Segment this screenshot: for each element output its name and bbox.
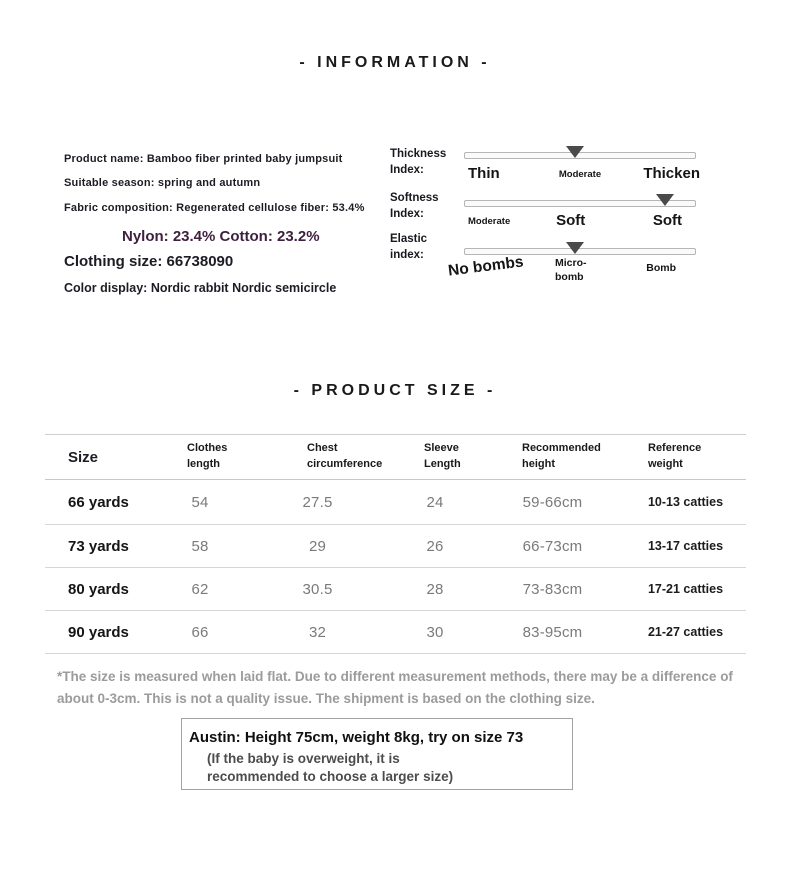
header-chest-circumference-text: Chest circumference xyxy=(307,442,383,470)
cell-size: 90 yards xyxy=(68,623,129,641)
cell-chest-circumference: 32 xyxy=(308,623,327,641)
cell-clothes-length: 62 xyxy=(191,580,209,598)
table-row xyxy=(45,480,746,525)
size-table-header-row xyxy=(45,434,746,480)
fitting-headline: Austin: Height 75cm, weight 8kg, try on size 73 xyxy=(189,729,524,746)
clothing-size-line: Clothing size: 66738090 xyxy=(64,253,234,270)
cell-sleeve-length: 26 xyxy=(426,537,444,555)
cell-recommended-height: 83-95cm xyxy=(522,623,583,641)
cell-sleeve-length: 28 xyxy=(426,580,444,598)
header-sleeve-length xyxy=(390,441,480,473)
elastic-marker-icon xyxy=(566,242,584,254)
softness-marker-icon xyxy=(656,194,674,206)
softness-label-line1: Softness xyxy=(390,192,439,204)
elastic-options xyxy=(447,253,696,288)
softness-label-line2: Index: xyxy=(390,208,424,221)
cell-reference-weight: 21-27 catties xyxy=(647,625,724,639)
header-reference-weight xyxy=(625,441,746,473)
suitable-season-line: Suitable season: spring and autumn xyxy=(64,177,261,189)
color-display-line: Color display: Nordic rabbit Nordic semicircle xyxy=(64,281,337,295)
header-clothes-length-text: Clothes length xyxy=(187,442,228,470)
softness-slider-bar xyxy=(464,200,696,207)
elastic-label-line2: index: xyxy=(390,249,424,262)
softness-option-moderate: Moderate xyxy=(468,216,511,227)
header-chest-circumference xyxy=(245,441,390,473)
thickness-option-thicken: Thicken xyxy=(643,165,700,182)
cell-sleeve-length: 30 xyxy=(426,623,444,641)
thickness-option-thin: Thin xyxy=(468,165,500,182)
cell-recommended-height: 73-83cm xyxy=(522,580,583,598)
softness-index-label xyxy=(390,190,460,222)
cell-clothes-length: 58 xyxy=(191,537,209,555)
elastic-index-label xyxy=(390,231,460,263)
cell-recommended-height: 66-73cm xyxy=(522,537,583,555)
cell-reference-weight: 10-13 catties xyxy=(647,495,724,509)
cell-chest-circumference: 29 xyxy=(308,537,327,555)
information-section-title: - INFORMATION - xyxy=(299,54,491,71)
cell-sleeve-length: 24 xyxy=(426,493,444,511)
fabric-composition-line-2: Nylon: 23.4% Cotton: 23.2% xyxy=(122,228,320,245)
table-row xyxy=(45,611,746,654)
cell-chest-circumference: 27.5 xyxy=(302,493,333,511)
header-size: Size xyxy=(68,448,99,466)
elastic-option-micro-bomb: Micro-bomb xyxy=(555,257,587,284)
header-recommended-height-text: Recommended height xyxy=(522,442,601,470)
size-table xyxy=(45,434,746,654)
product-size-section-title: - PRODUCT SIZE - xyxy=(293,382,497,399)
cell-reference-weight: 13-17 catties xyxy=(647,539,724,553)
fitting-reference-box xyxy=(181,718,573,790)
cell-reference-weight: 17-21 catties xyxy=(647,582,724,596)
softness-option-soft-right: Soft xyxy=(652,212,682,229)
thickness-index-label xyxy=(390,146,460,178)
cell-size: 66 yards xyxy=(68,493,129,511)
softness-option-soft-mid: Soft xyxy=(556,212,586,229)
thickness-label-line1: Thickness xyxy=(390,148,447,160)
product-name-line: Product name: Bamboo fiber printed baby jumpsuit xyxy=(64,153,343,165)
thickness-option-moderate: Moderate xyxy=(558,169,602,180)
index-sliders xyxy=(390,0,720,310)
elastic-option-bomb: Bomb xyxy=(646,262,676,274)
fitting-note: (If the baby is overweight, it is recommended to choose a larger size) xyxy=(207,751,454,784)
table-row xyxy=(45,525,746,568)
thickness-options xyxy=(464,163,700,197)
cell-size: 80 yards xyxy=(68,580,129,598)
cell-size: 73 yards xyxy=(68,537,129,555)
header-reference-weight-text: Reference weight xyxy=(648,442,702,470)
cell-recommended-height: 59-66cm xyxy=(522,493,583,511)
cell-chest-circumference: 30.5 xyxy=(302,580,333,598)
elastic-label-line1: Elastic xyxy=(390,233,428,245)
fabric-composition-line: Fabric composition: Regenerated cellulose fiber: 53.4% xyxy=(64,202,365,214)
header-clothes-length xyxy=(155,441,245,473)
elastic-option-no-bombs: No bombs xyxy=(447,253,525,280)
softness-options xyxy=(464,209,696,243)
cell-clothes-length: 54 xyxy=(191,493,209,511)
header-recommended-height xyxy=(480,441,625,473)
thickness-label-line2: Index: xyxy=(390,164,424,177)
measurement-note: *The size is measured when laid flat. Due to different measurement methods, there may be a difference of about 0-3cm. This is not a quality issue. The shipment is based on the clothing size. xyxy=(57,669,733,706)
cell-clothes-length: 66 xyxy=(191,623,209,641)
table-row xyxy=(45,568,746,611)
thickness-slider-bar xyxy=(464,152,696,159)
header-sleeve-length-text: Sleeve Length xyxy=(424,442,461,470)
thickness-marker-icon xyxy=(566,146,584,158)
